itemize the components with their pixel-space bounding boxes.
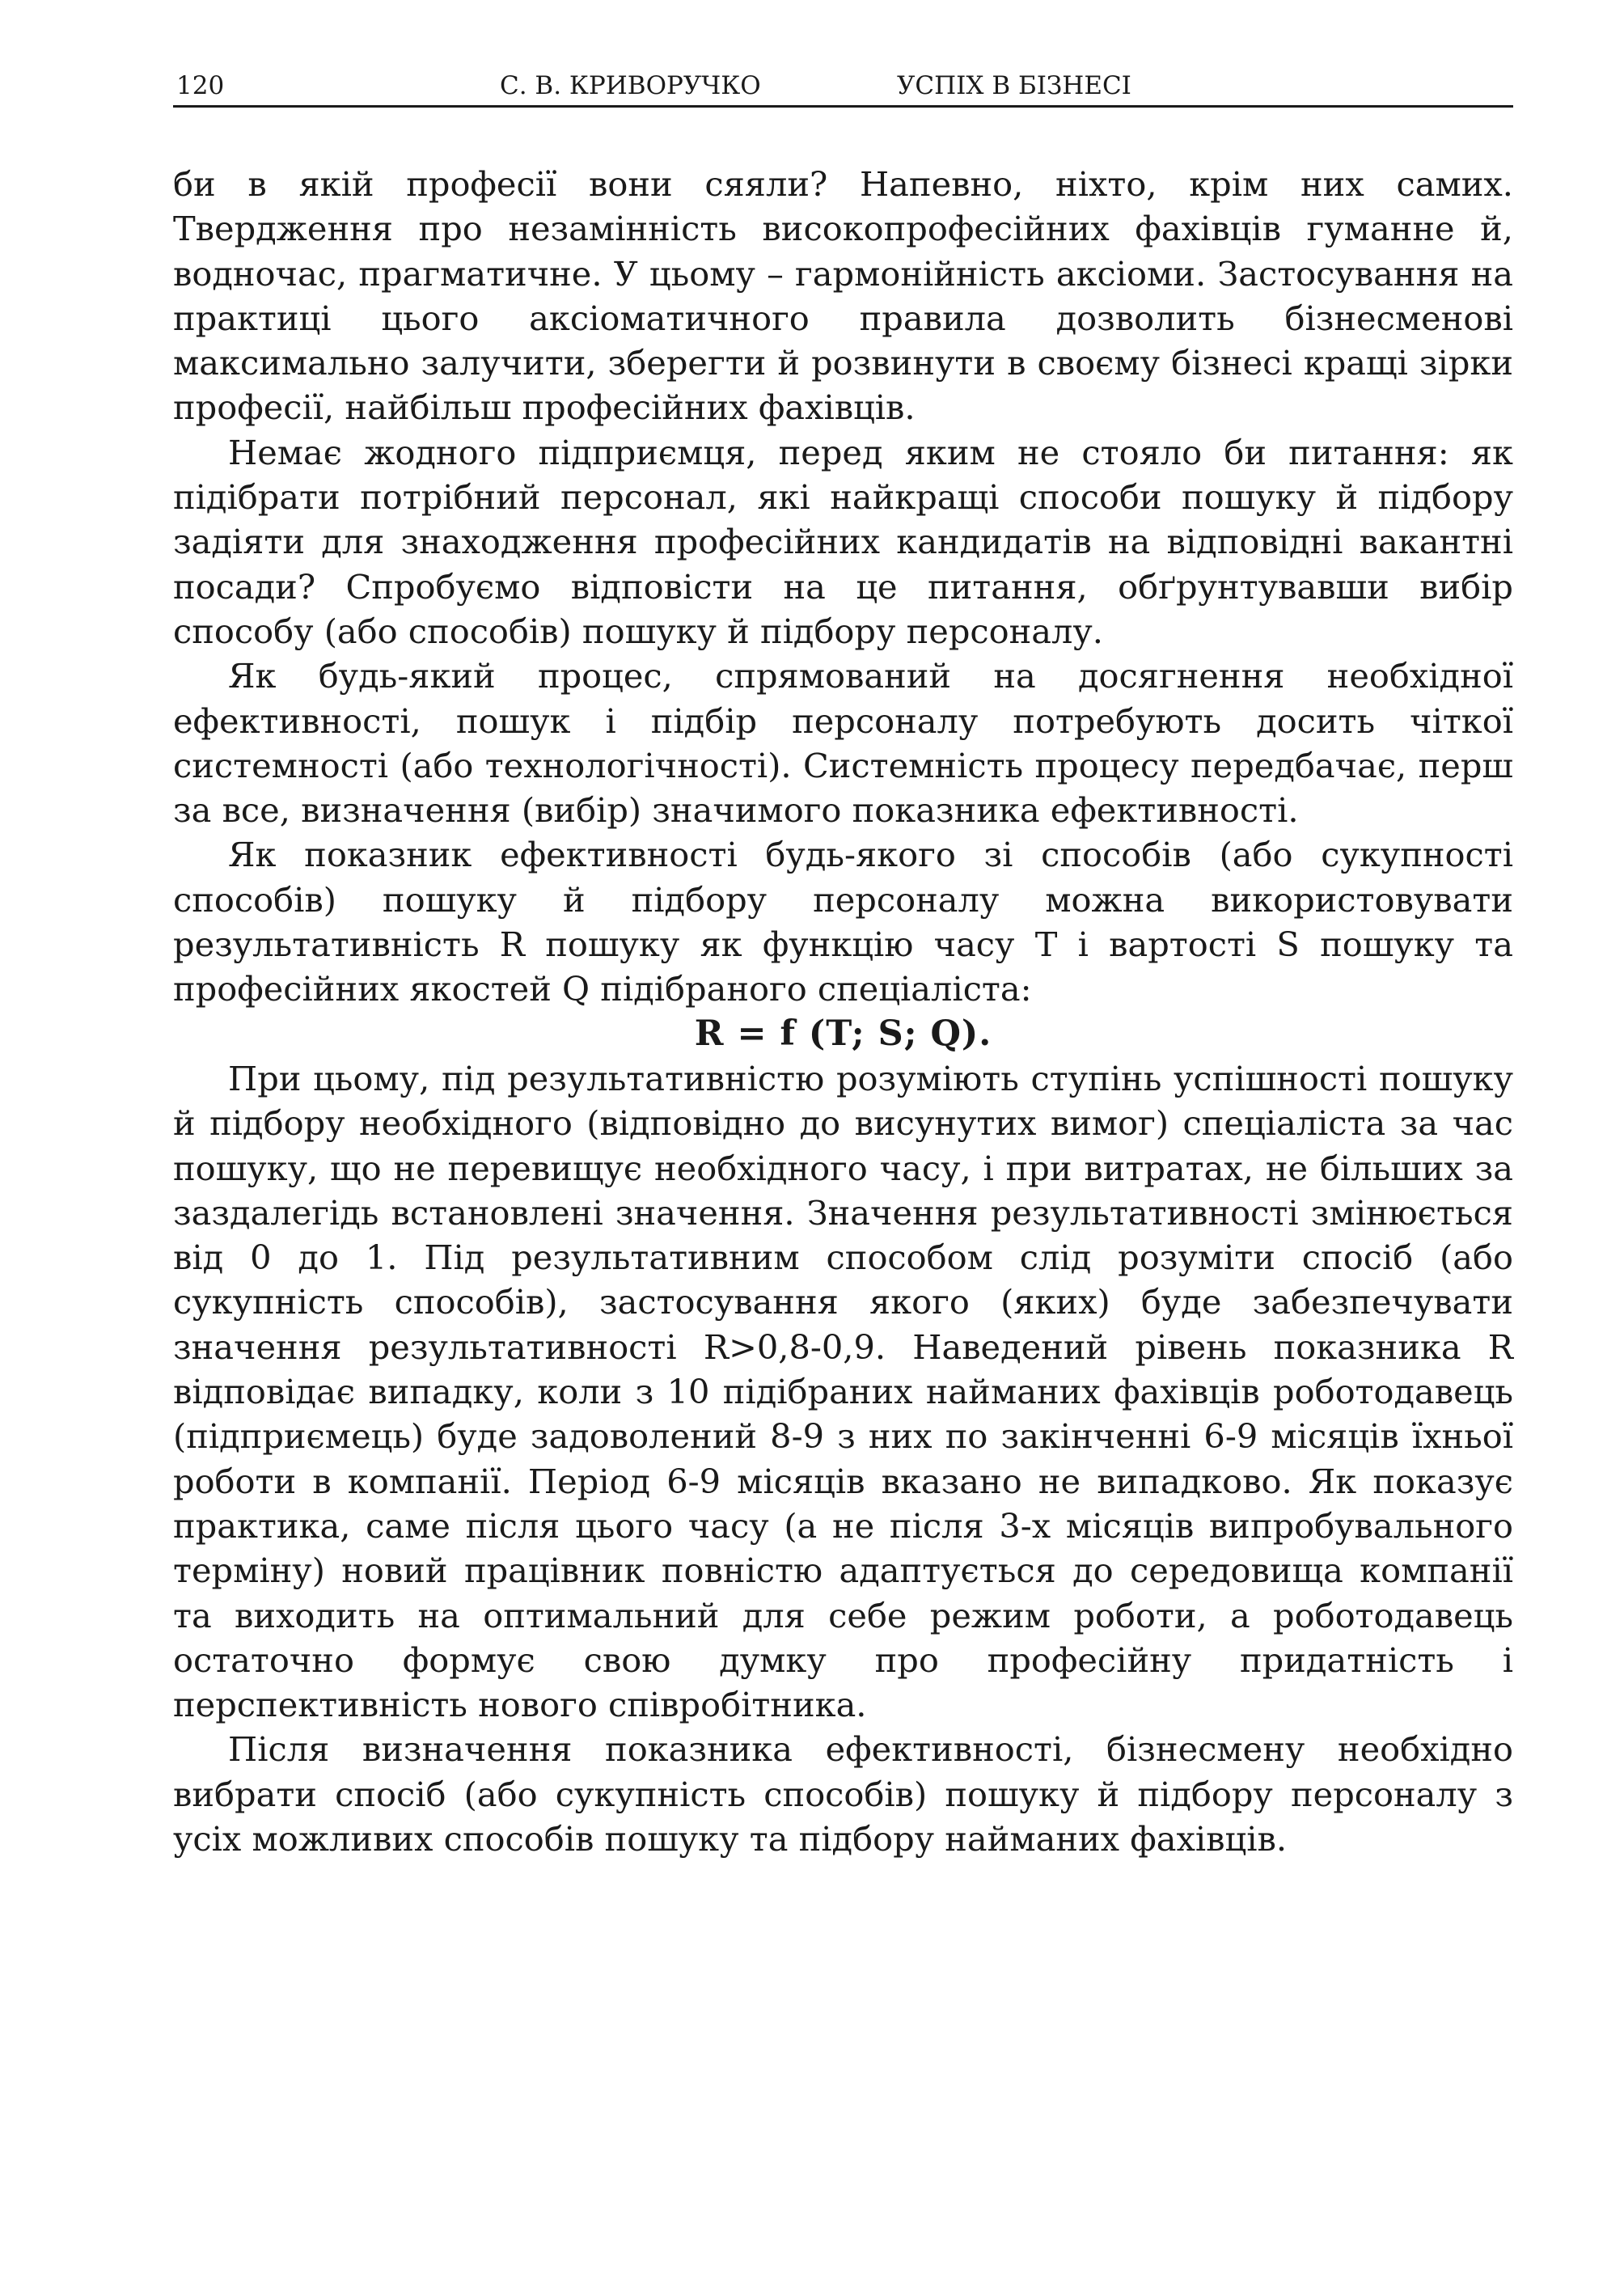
body-text [173,162,1513,1861]
paragraph: Після визначення показника ефективності, бізнесмену необхідно вибрати спосіб (або сукупність способів) пошуку й підбору персоналу з усіх можливих способів пошуку та підбору найманих фахівців. [173,1729,1513,1859]
paragraph: Як будь-який процес, спрямований на досягнення необхідної ефективності, пошук і підбір персоналу потребують досить чіткої системності (або технологічності). Системність процесу передбачає, перш за все, визначення (вибір) значимого показника ефективності. [173,656,1513,831]
paragraph: При цьому, під результативністю розуміють ступінь успішності пошуку й підбору необхідного (відповідно до висунутих вимог) спеціаліста за час пошуку, що не перевищує необхідного часу, і при витратах, не більших за заздалегідь встановлені значення. Значення результативності змінюється від 0 до 1. Під результативним способом слід розуміти спосіб (або сукупність способів), застосування якого (яких) буде забезпечувати значення результативності R>0,8-0,9. Наведений рівень показника R відповідає випадку, коли з 10 підібраних найманих фахівців роботодавець (підприємець) буде задоволений 8-9 з них по закінченні 6-9 місяців їхньої роботи в компанії. Період 6-9 місяців вказано не випадково. Як показує практика, саме після цього часу (а не після 3-х місяців випробувального терміну) новий працівник повністю адаптується до середовища компанії та виходить на оптимальний для себе режим роботи, а роботодавець остаточно формує свою думку про професійну придатність і перспективність нового співробітника. [173,1058,1513,1725]
paragraph: Як показник ефективності будь-якого зі способів (або сукупності способів) пошуку й підбору персоналу можна використовувати результативність R пошуку як функцію часу T і вартості S пошуку та професійних якостей Q підібраного спеціаліста: [173,835,1513,1009]
header-book-title: УСПІХ В БІЗНЕСІ [897,71,1131,100]
paragraph-continuation: би в якій професії вони сяяли? Напевно, ніхто, крім них самих. Твердження про незамінність високопрофесійних фахівців гуманне й, водночас, прагматичне. У цьому – гармонійність аксіоми. Застосування на практиці цього аксіоматичного правила дозволить бізнесменові максимально залучити, зберегти й розвинути в своєму бізнесі кращі зірки професії, найбільш професійних фахівців. [173,164,1513,428]
formula: R = f (T; S; Q). [694,1013,992,1054]
paragraph: Немає жодного підприємця, перед яким не стояло би питання: як підібрати потрібний персонал, які найкращі способи пошуку й підбору задіяти для знаходження професійних кандидатів на відповідні вакантні посади? Спробуємо відповісти на це питання, обґрунтувавши вибір способу (або способів) пошуку й підбору персоналу. [173,432,1513,651]
page-number: 120 [176,71,225,100]
running-header [173,66,1513,108]
header-author: С. В. КРИВОРУЧКО [500,71,761,100]
